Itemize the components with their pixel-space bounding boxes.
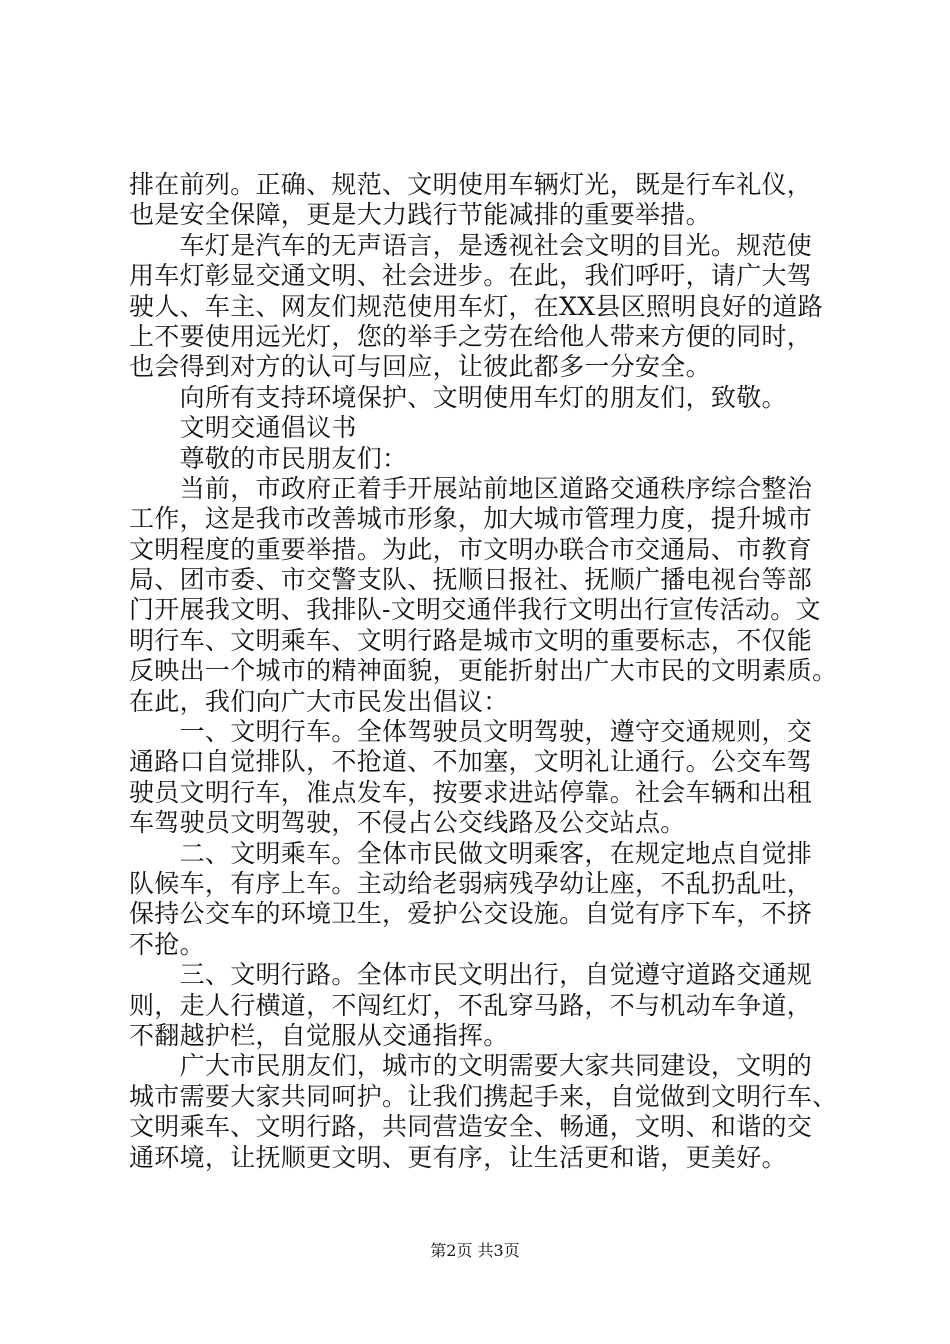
text-line: 城市需要大家共同呵护。让我们携起手来，自觉做到文明行车、: [129, 1081, 838, 1111]
text-line: 通环境，让抚顺更文明、更有序，让生活更和谐，更美好。: [129, 1142, 787, 1172]
text-line: 驶员文明行车，准点发车，按要求进站停靠。社会车辆和出租: [129, 777, 813, 807]
text-line: 车驾驶员文明驾驶，不侵占公交线路及公交站点。: [129, 808, 686, 838]
text-line: 二、文明乘车。全体市民做文明乘客，在规定地点自觉排: [129, 838, 813, 868]
text-line: 用车灯彰显交通文明、社会进步。在此，我们呼吁，请广大驾: [129, 261, 813, 291]
text-line: 则，走人行横道，不闯红灯，不乱穿马路，不与机动车争道，: [129, 990, 813, 1020]
text-line: 文明乘车、文明行路，共同营造安全、畅通，文明、和谐的交: [129, 1112, 813, 1142]
text-line: 也会得到对方的认可与回应，让彼此都多一分安全。: [129, 352, 711, 382]
text-line: 明行车、文明乘车、文明行路是城市文明的重要标志，不仅能: [129, 625, 813, 655]
text-line: 保持公交车的环境卫生，爱护公交设施。自觉有序下车，不挤: [129, 899, 813, 929]
text-line: 当前，市政府正着手开展站前地区道路交通秩序综合整治: [129, 473, 813, 503]
text-line: 不翻越护栏，自觉服从交通指挥。: [129, 1020, 509, 1050]
text-line: 不抢。: [129, 929, 205, 959]
text-line: 队候车，有序上车。主动给老弱病残孕幼让座，不乱扔乱吐，: [129, 868, 813, 898]
text-line: 在此，我们向广大市民发出倡议：: [129, 686, 509, 716]
text-line: 向所有支持环境保护、文明使用车灯的朋友们，致敬。: [129, 382, 787, 412]
text-line: 车灯是汽车的无声语言，是透视社会文明的目光。规范使: [129, 230, 813, 260]
text-line: 门开展我文明、我排队-文明交通伴我行文明出行宣传活动。文: [129, 595, 821, 625]
text-line: 也是安全保障，更是大力践行节能减排的重要举措。: [129, 200, 711, 230]
text-line: 工作，这是我市改善城市形象，加大城市管理力度，提升城市: [129, 504, 813, 534]
page-footer: 第2页 共3页: [430, 1241, 520, 1260]
text-line: 驶人、车主、网友们规范使用车灯，在XX县区照明良好的道路: [129, 291, 823, 321]
text-line: 广大市民朋友们，城市的文明需要大家共同建设，文明的: [129, 1051, 813, 1081]
text-line: 一、文明行车。全体驾驶员文明驾驶，遵守交通规则，交: [129, 717, 813, 747]
text-line: 上不要使用远光灯，您的举手之劳在给他人带来方便的同时，: [129, 321, 813, 351]
document-body: [129, 170, 839, 1173]
text-line: 三、文明行路。全体市民文明出行，自觉遵守道路交通规: [129, 960, 813, 990]
text-line: 文明程度的重要举措。为此，市文明办联合市交通局、市教育: [129, 534, 813, 564]
text-line: 通路口自觉排队，不抢道、不加塞，文明礼让通行。公交车驾: [129, 747, 813, 777]
text-line: 尊敬的市民朋友们：: [129, 443, 408, 473]
text-line: 局、团市委、市交警支队、抚顺日报社、抚顺广播电视台等部: [129, 565, 813, 595]
text-line: 排在前列。正确、规范、文明使用车辆灯光，既是行车礼仪，: [129, 170, 813, 199]
text-line: 反映出一个城市的精神面貌，更能折射出广大市民的文明素质。: [129, 656, 838, 686]
text-line: 文明交通倡议书: [129, 413, 357, 443]
